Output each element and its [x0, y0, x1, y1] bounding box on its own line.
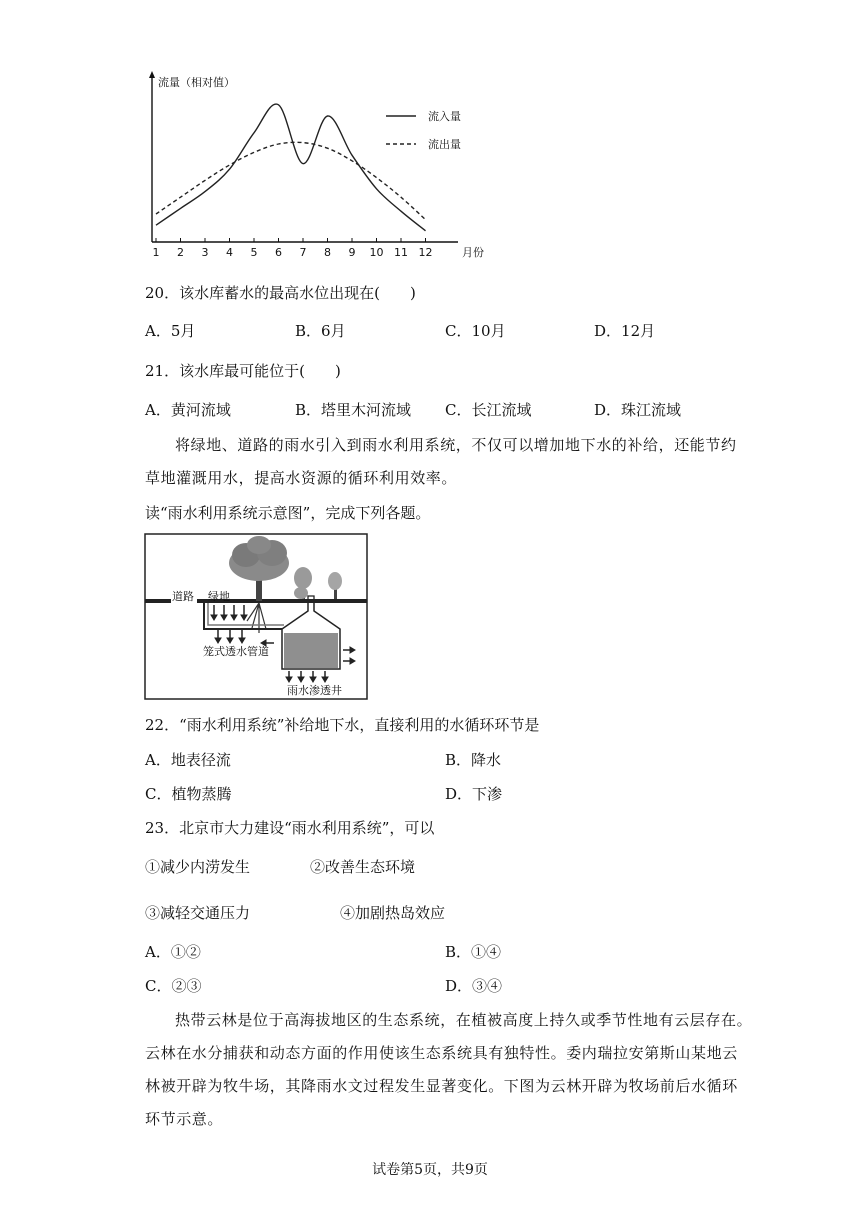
passage2-line3: 林被开辟为牧牛场，其降雨水文过程发生显著变化。下图为云林开辟为牧场前后水循环 — [145, 1077, 738, 1095]
passage2-line1: 热带云林是位于高海拔地区的生态系统，在植被高度上持久或季节性地有云层存在。 — [175, 1011, 753, 1029]
x-tick-label: 12 — [418, 246, 433, 259]
label-green: 绿地 — [208, 590, 230, 603]
legend-label: 流入量 — [428, 110, 461, 123]
passage1-line2: 草地灌溉用水，提高水资源的循环利用效率。 — [145, 469, 458, 487]
x-tick-label: 2 — [177, 246, 184, 259]
passage1-line1: 将绿地、道路的雨水引入到雨水利用系统，不仅可以增加地下水的补给，还能节约 — [175, 436, 737, 454]
series-outflow-line — [156, 142, 426, 219]
y-axis-label: 流量（相对值） — [158, 76, 235, 89]
rainwater-system-diagram — [144, 533, 368, 700]
q21-option-b[interactable]: B．塔里木河流域 — [295, 401, 412, 419]
q20-option-a[interactable]: A．5月 — [145, 322, 196, 340]
label-pipe: 笼式透水管道 — [203, 645, 269, 658]
flow-chart — [140, 68, 520, 268]
passage2-line2: 云林在水分捕获和动态方面的作用使该生态系统具有独特性。委内瑞拉安第斯山某地云 — [145, 1044, 738, 1062]
passage2-line4: 环节示意。 — [145, 1110, 224, 1128]
x-tick-label: 4 — [226, 246, 233, 259]
q21-option-c[interactable]: C．长江流域 — [445, 401, 532, 419]
y-axis-arrow — [149, 71, 155, 78]
q23-option-c[interactable]: C．②③ — [145, 977, 202, 995]
q22-option-b[interactable]: B．降水 — [445, 751, 502, 769]
q23-item-1: ①减少内涝发生 — [145, 858, 251, 876]
q20-option-b[interactable]: B．6月 — [295, 322, 346, 340]
shrub-icon — [294, 587, 308, 599]
q21-option-d[interactable]: D．珠江流域 — [594, 401, 682, 419]
q20-option-d[interactable]: D．12月 — [594, 322, 656, 340]
q20-stem: 20．该水库蓄水的最高水位出现在( ) — [145, 284, 416, 302]
x-tick-label: 6 — [275, 246, 282, 259]
q23-option-d[interactable]: D．③④ — [445, 977, 503, 995]
x-tick-label: 8 — [324, 246, 331, 259]
q22-option-a[interactable]: A．地表径流 — [145, 751, 231, 769]
q22-option-c[interactable]: C．植物蒸腾 — [145, 785, 232, 803]
label-well: 雨水渗透井 — [287, 684, 342, 697]
q23-option-a[interactable]: A．①② — [145, 943, 201, 961]
q23-item-4: ④加剧热岛效应 — [340, 904, 446, 922]
label-road: 道路 — [172, 590, 194, 603]
x-tick-label: 11 — [394, 246, 408, 259]
x-tick-label: 1 — [152, 246, 160, 259]
x-tick-label: 9 — [348, 246, 356, 259]
x-axis-label: 月份 — [462, 246, 484, 259]
q23-item-3: ③减轻交通压力 — [145, 904, 251, 922]
passage1-line3: 读“雨水利用系统示意图”，完成下列各题。 — [145, 504, 431, 522]
page-footer: 试卷第5页，共9页 — [372, 1162, 488, 1178]
x-tick-label: 10 — [369, 246, 384, 259]
q23-option-b[interactable]: B．①④ — [445, 943, 502, 961]
x-tick-label: 5 — [250, 246, 258, 259]
q23-stem: 23．北京市大力建设“雨水利用系统”，可以 — [145, 819, 435, 837]
x-tick-label: 3 — [201, 246, 209, 259]
legend-label: 流出量 — [428, 138, 461, 151]
q21-option-a[interactable]: A．黄河流域 — [145, 401, 231, 419]
series-inflow-line — [156, 104, 426, 231]
q20-option-c[interactable]: C．10月 — [445, 322, 506, 340]
q22-option-d[interactable]: D．下渗 — [445, 785, 503, 803]
q22-stem: 22．“雨水利用系统”补给地下水，直接利用的水循环环节是 — [145, 716, 540, 734]
q23-item-2: ②改善生态环境 — [310, 858, 416, 876]
q21-stem: 21．该水库最可能位于( ) — [145, 362, 341, 380]
x-tick-label: 7 — [299, 246, 307, 259]
